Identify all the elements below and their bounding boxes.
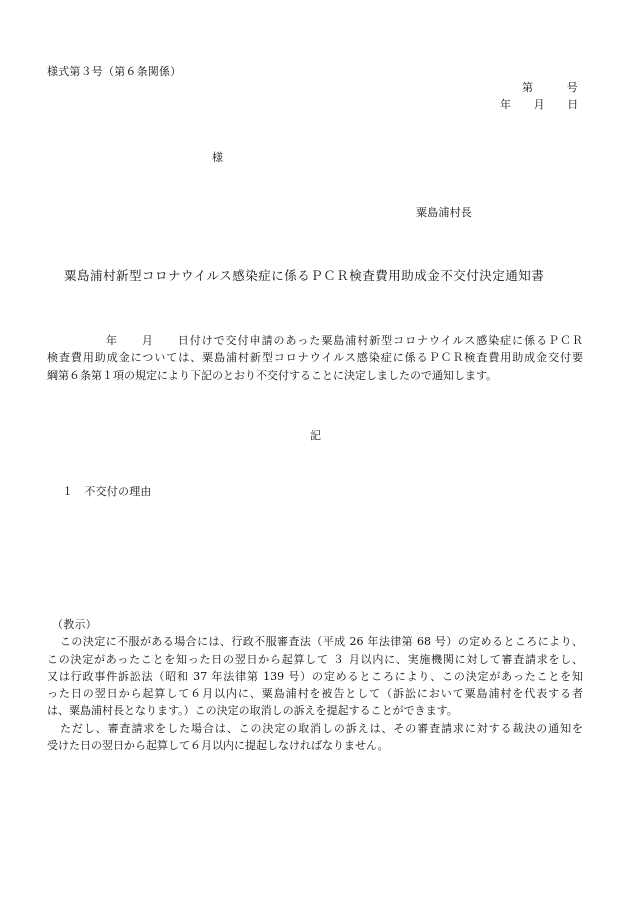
date-label: 年 月 日 [500, 98, 579, 111]
form-number: 様式第３号（第６条関係） [47, 65, 182, 78]
notice-line-6: ただし、審査請求をした場合は、この決定の取消しの訴えは、その審査請求に対する裁決の通知を [60, 722, 583, 735]
sender-name: 粟島浦村長 [416, 206, 472, 219]
notice-heading: （教示） [52, 618, 97, 631]
notice-line-5: は、粟島浦村長となります。）この決定の取消しの訴えを提起することができます。 [47, 704, 458, 717]
notice-line-4: った日の翌日から起算して６月以内に、粟島浦村を被告として（訴訟において粟島浦村を代表する者 [47, 687, 583, 700]
document-number-label: 第 号 [522, 81, 578, 94]
notice-line-2: この決定があったことを知った日の翌日から起算して ３ 月以内に、実施機関に対して審査請求をし、 [47, 653, 583, 666]
notice-line-7: 受けた日の翌日から起算して６月以内に提起しなければなりません。 [47, 739, 389, 752]
document-title: 粟島浦村新型コロナウイルス感染症に係るＰＣＲ検査費用助成金不交付決定通知書 [64, 268, 545, 283]
section-1-label: １ 不交付の理由 [62, 485, 152, 498]
ki-heading: 記 [310, 429, 322, 442]
addressee-suffix: 様 [212, 151, 224, 164]
body-line-1: 年 月 日付けで交付申請のあった粟島浦村新型コロナウイルス感染症に係るＰＣＲ [106, 334, 583, 347]
body-line-3: 綱第６条第１項の規定により下記のとおり不交付することに決定しましたので通知します。 [47, 369, 498, 382]
body-line-2: 検査費用助成金については、粟島浦村新型コロナウイルス感染症に係るＰＣＲ検査費用助成金交付要 [47, 351, 583, 364]
notice-line-1: この決定に不服がある場合には、行政不服審査法（平成 26 年法律第 68 号）の定めるところにより、 [60, 635, 583, 648]
notice-line-3: 又は行政事件訴訟法（昭和 37 年法律第 139 号）の定めるところにより、この決定があったことを知 [47, 670, 583, 683]
